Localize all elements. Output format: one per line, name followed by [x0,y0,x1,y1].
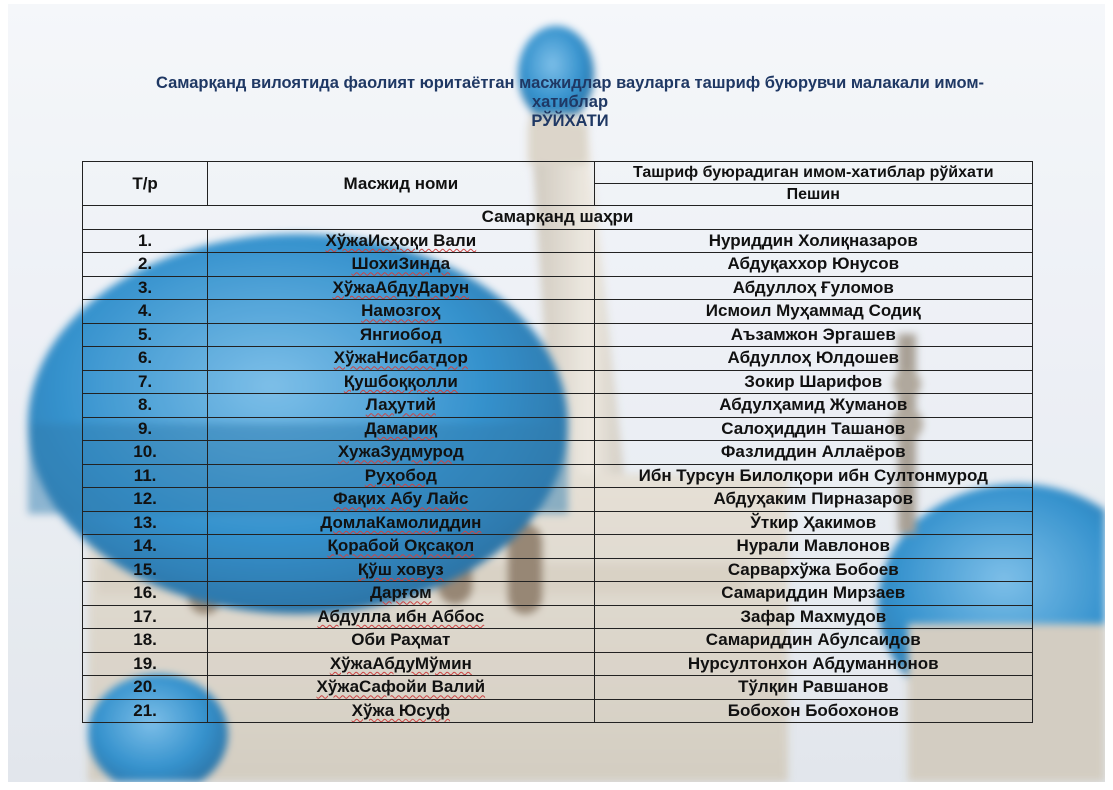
row-mosque-name [208,347,594,371]
row-number: 18. [83,629,208,653]
mosque-name-text: Қўш ховуз [357,559,444,579]
row-number: 1. [83,229,208,253]
row-imam-name: Ибн Турсун Билолқори ибн Султонмурод [594,464,1032,488]
table-row [83,629,1033,653]
title-line-1: Самарқанд вилоятида фаолият юритаётган масжидлар вауларга ташриф буюрувчи малакали имом- [155,74,985,92]
row-mosque-name [208,676,594,700]
row-number: 5. [83,323,208,347]
table-row [83,535,1033,559]
title-line-3: РЎЙХАТИ [531,112,609,130]
row-imam-name: Бобохон Бобохонов [594,699,1032,723]
row-imam-name: Нурсултонхон Абдуманнонов [594,652,1032,676]
table-row [83,323,1033,347]
row-number: 3. [83,276,208,300]
row-mosque-name [208,511,594,535]
mosque-name-text: Намозгоҳ [361,301,441,321]
row-mosque-name [208,276,594,300]
row-mosque-name [208,323,594,347]
row-imam-name: Исмоил Муҳаммад Содиқ [594,300,1032,324]
row-imam-name: Нуриддин Холиқназаров [594,229,1032,253]
row-mosque-name [208,370,594,394]
table-row [83,699,1033,723]
header-number: Т/р [83,162,208,206]
row-imam-name: Ўткир Ҳакимов [594,511,1032,535]
row-imam-name: Абдуқаххор Юнусов [594,253,1032,277]
table-row [83,605,1033,629]
table-header-row [83,162,1033,184]
row-imam-name: Самариддин Абулсаидов [594,629,1032,653]
row-mosque-name [208,605,594,629]
row-mosque-name [208,300,594,324]
mosque-name-text: ДомлаКамолиддин [320,512,482,532]
table-row [83,676,1033,700]
row-mosque-name [208,417,594,441]
row-mosque-name [208,558,594,582]
mosque-name-text: Абдулла ибн Аббос [317,606,485,626]
mosque-name-text: ХўжаСафойи Валий [316,677,486,697]
row-number: 21. [83,699,208,723]
row-mosque-name [208,535,594,559]
row-mosque-name [208,394,594,418]
table-row [83,253,1033,277]
table-row [83,488,1033,512]
row-number: 11. [83,464,208,488]
header-mosque-name: Масжид номи [208,162,594,206]
header-imams: Ташриф буюрадиган имом-хатиблар рўйхати [594,162,1032,184]
mosque-name-text: ШохиЗинда [351,254,451,274]
mosque-name-text: Янгиобод [359,324,442,344]
table-row [83,417,1033,441]
row-number: 17. [83,605,208,629]
row-imam-name: Зокир Шарифов [594,370,1032,394]
row-number: 16. [83,582,208,606]
table-row [83,300,1033,324]
row-imam-name: Тўлқин Равшанов [594,676,1032,700]
table-row [83,558,1033,582]
row-imam-name: Аъзамжон Эргашев [594,323,1032,347]
row-number: 6. [83,347,208,371]
row-imam-name: Абдулҳамид Жуманов [594,394,1032,418]
table-row [83,347,1033,371]
mosque-name-text: ХўжаАбдуМўмин [329,653,472,673]
row-mosque-name [208,488,594,512]
mosque-name-text: Хўжа Юсуф [351,700,450,720]
row-number: 8. [83,394,208,418]
row-number: 10. [83,441,208,465]
mosque-name-text: Дамариқ [364,418,438,438]
table-row [83,652,1033,676]
row-mosque-name [208,699,594,723]
table-row [83,276,1033,300]
row-imam-name: Зафар Махмудов [594,605,1032,629]
row-imam-name: Сарвархўжа Бобоев [594,558,1032,582]
header-prayer-time: Пешин [594,184,1032,206]
row-number: 12. [83,488,208,512]
row-imam-name: Салоҳиддин Ташанов [594,417,1032,441]
table-row [83,511,1033,535]
table-row [83,370,1033,394]
row-imam-name: Абдуллоҳ Юлдошев [594,347,1032,371]
table-row [83,229,1033,253]
document-title [70,74,1070,131]
row-number: 15. [83,558,208,582]
mosque-name-text: Руҳобод [364,465,437,485]
row-number: 13. [83,511,208,535]
row-mosque-name [208,652,594,676]
row-mosque-name [208,253,594,277]
row-mosque-name [208,464,594,488]
row-number: 20. [83,676,208,700]
mosque-name-text: Дарғом [369,583,432,603]
row-mosque-name [208,441,594,465]
row-mosque-name [208,582,594,606]
section-title: Самарқанд шаҳри [83,206,1033,230]
mosque-name-text: ХўжаИсҳоқи Вали [325,230,477,250]
table-row [83,464,1033,488]
row-imam-name: Абдуллоҳ Ғуломов [594,276,1032,300]
title-line-2: хатиблар [531,93,609,111]
row-imam-name: Фазлиддин Аллаёров [594,441,1032,465]
row-number: 19. [83,652,208,676]
mosque-name-text: Фақих Абу Лайс [333,489,469,509]
row-imam-name: Абдуҳаким Пирназаров [594,488,1032,512]
row-number: 14. [83,535,208,559]
mosque-name-text: ХўжаАбдуДарун [332,277,470,297]
row-number: 4. [83,300,208,324]
row-mosque-name [208,629,594,653]
mosque-name-text: ХўжаНисбатдор [333,348,468,368]
table-row [83,441,1033,465]
row-number: 9. [83,417,208,441]
row-number: 7. [83,370,208,394]
table-row [83,394,1033,418]
row-imam-name: Нурали Мавлонов [594,535,1032,559]
mosque-name-text: Қорабой Оқсақол [327,536,475,556]
row-number: 2. [83,253,208,277]
row-imam-name: Самариддин Мирзаев [594,582,1032,606]
table-row [83,582,1033,606]
row-mosque-name [208,229,594,253]
mosque-name-text: Оби Раҳмат [351,630,451,650]
section-row [83,206,1033,230]
mosque-name-text: ХужаЗудмурод [337,442,464,462]
mosque-name-text: Қушбоққолли [343,371,458,391]
imam-schedule-table [82,161,1033,723]
mosque-name-text: Лаҳутий [365,395,436,415]
